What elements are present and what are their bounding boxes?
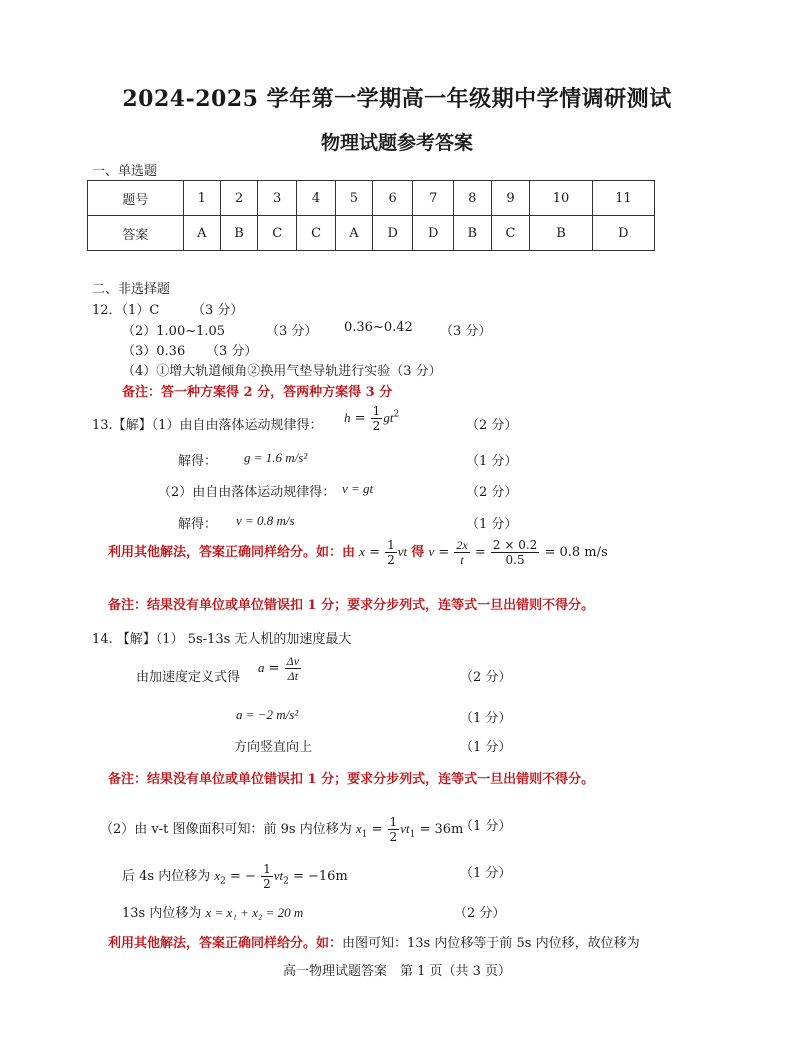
table-header-cell: 题号	[88, 181, 184, 216]
table-cell: C	[297, 216, 336, 251]
q14-note: 备注：结果没有单位或单位错误扣 1 分；要求分步列式，连等式一旦出错则不得分。	[108, 772, 595, 787]
table-cell: 3	[258, 181, 297, 216]
table-cell: 4	[297, 181, 336, 216]
table-cell: B	[454, 216, 491, 251]
q14-score-7: （2 分）	[454, 906, 506, 921]
q14-line-7: 13s 内位移为 x = x₁ + x₂ = 20 m	[122, 905, 304, 921]
q14-score-3: （1 分）	[460, 711, 512, 726]
q12-score-1: （3 分）	[192, 303, 244, 318]
table-cell: A	[183, 216, 220, 251]
q13-formula-3: v = gt	[342, 481, 374, 496]
table-cell: 11	[592, 181, 654, 216]
q14-line-6: 后 4s 内位移为 $x_2$ = − $\frac{1}{2}$ $vt_2 = -16m$	[122, 862, 348, 891]
q13-line-2: 解得：	[178, 454, 218, 469]
q13-score-1: （2 分）	[466, 418, 518, 433]
q13-score-3: （2 分）	[466, 485, 518, 500]
q14-alternate-solution: 利用其他解法，答案正确同样给分。如：由图可知：13s 内位移等于前 5s 内位移，故位移为	[108, 936, 640, 951]
table-cell: C	[258, 216, 297, 251]
q14-line-5: （2）由 v-t 图像面积可知：前 9s 内位移为 $x_1$ = $\frac{1}{2}$ $vt_1 = 36m$	[100, 815, 464, 844]
q14-line-1: 14. 【解】（1） 5s-13s 无人机的加速度最大	[92, 632, 352, 647]
q13-note: 备注：结果没有单位或单位错误扣 1 分；要求分步列式，连等式一旦出错则不得分。	[108, 598, 595, 613]
q12-line-2: （2）1.00~1.05	[122, 324, 226, 339]
q13-formula-2: g = 1.6 m/s²	[244, 450, 308, 465]
table-cell: D	[592, 216, 654, 251]
q12-score-2-second: （3 分）	[440, 324, 492, 339]
table-cell: 5	[335, 181, 372, 216]
table-cell: 9	[491, 181, 530, 216]
table-row-numbers	[88, 181, 655, 216]
page-title: 2024-2025 学年第一学期高一年级期中学情调研测试	[122, 86, 672, 112]
q13-line-4: 解得：	[178, 517, 218, 532]
q12-line-3: （3）0.36	[122, 344, 186, 359]
q13-line-1: 13.【解】（1）由自由落体运动规律得：	[92, 418, 323, 433]
table-row-answers	[88, 216, 655, 251]
table-cell: D	[413, 216, 454, 251]
q14-score-2: （2 分）	[460, 670, 512, 685]
q12-line-2-second: 0.36~0.42	[344, 320, 413, 335]
q12-note: 备注：答一种方案得 2 分，答两种方案得 3 分	[122, 385, 393, 400]
q12-score-2: （3 分）	[266, 324, 318, 339]
q14-line-4: 方向竖直向上	[234, 740, 313, 755]
q12-line-4: （4）①增大轨道倾角②换用气垫导轨进行实验（3 分）	[122, 364, 442, 379]
q13-alternate-solution: 利用其他解法，答案正确同样给分。如：由 x = $\frac{1}{2}$ vt 得 v = $\frac{2x}{t}$ = $\frac{2 \times 0.2}{0.5}$ = 0.8 m/s	[108, 538, 608, 567]
q13-formula-4: v = 0.8 m/s	[236, 513, 295, 528]
answer-table	[87, 180, 655, 251]
q14-formula-2: a = $\frac{\Delta v}{\Delta t}$	[258, 654, 300, 683]
q14-line-2: 由加速度定义式得	[136, 670, 241, 685]
table-cell: A	[335, 216, 372, 251]
q13-formula-1: h = $\frac{1}{2}$ $gt^2$	[344, 404, 400, 433]
table-cell: 2	[220, 181, 257, 216]
section-heading-single-choice: 一、单选题	[92, 164, 158, 179]
q13-line-3: （2）由自由落体运动规律得：	[158, 485, 336, 500]
page-footer: 高一物理试题答案 第 1 页（共 3 页）	[282, 964, 512, 979]
section-heading-non-choice: 二、非选择题	[92, 282, 171, 297]
page-subtitle: 物理试题参考答案	[320, 132, 473, 154]
q14-formula-3: a = −2 m/s²	[236, 707, 299, 722]
table-cell: 8	[454, 181, 491, 216]
table-cell: C	[491, 216, 530, 251]
table-cell: B	[220, 216, 257, 251]
table-cell: 1	[183, 181, 220, 216]
table-header-cell: 答案	[88, 216, 184, 251]
q14-score-4: （1 分）	[460, 740, 512, 755]
table-cell: 6	[372, 181, 413, 216]
table-cell: D	[372, 216, 413, 251]
q12-score-3: （3 分）	[206, 344, 258, 359]
q13-score-4: （1 分）	[466, 517, 518, 532]
q13-score-2: （1 分）	[466, 454, 518, 469]
table-cell: B	[530, 216, 592, 251]
table-cell: 7	[413, 181, 454, 216]
q12-line-1: 12．（1）C	[92, 303, 160, 318]
q14-score-5: （1 分）	[460, 819, 512, 834]
q14-score-6: （1 分）	[460, 866, 512, 881]
table-cell: 10	[530, 181, 592, 216]
